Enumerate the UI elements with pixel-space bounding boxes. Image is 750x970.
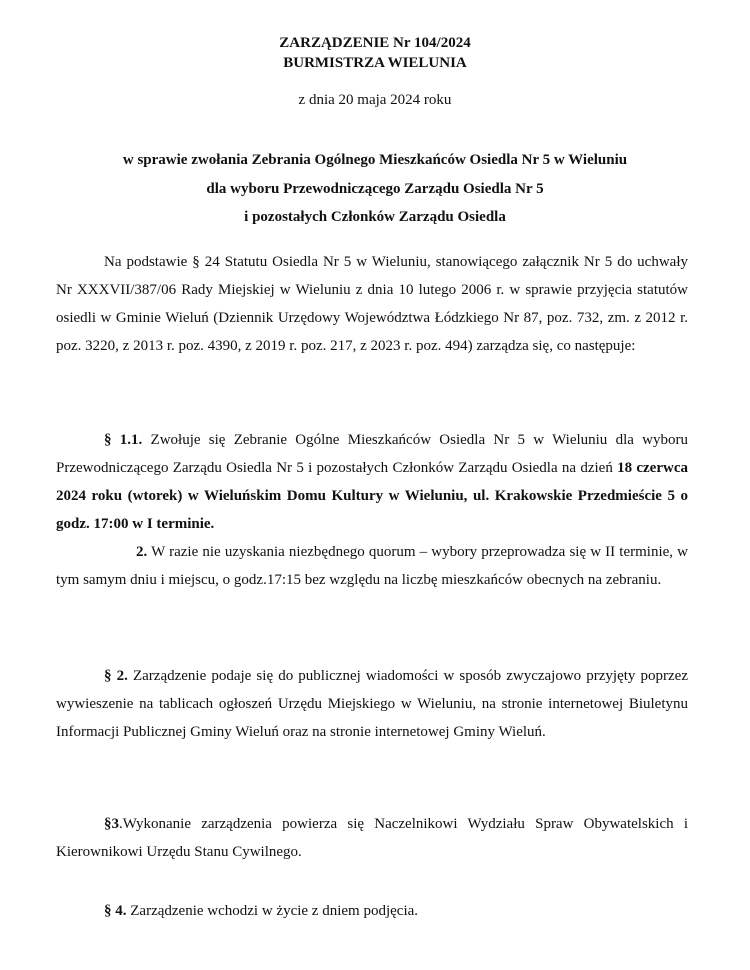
subject-line3: i pozostałych Członków Zarządu Osiedla — [244, 209, 506, 225]
section-1-paragraph-2 — [56, 538, 688, 594]
section-4-paragraph — [56, 897, 688, 925]
section-3-number: §3 — [104, 816, 119, 832]
section-2-number: § 2. — [104, 668, 128, 684]
document-title-line1: ZARZĄDZENIE Nr 104/2024 — [279, 35, 471, 51]
section-3-text: .Wykonanie zarządzenia powierza się Naczelnikowi Wydziału Spraw Obywatelskich i Kierownikowi Urzędu Stanu Cywilnego. — [56, 816, 688, 860]
section-1-bold-text: 18 czerwca 2024 roku (wtorek) w Wieluńskim Domu Kultury w Wieluniu, ul. Krakowskie Przedmieście 5 o godz. 17:00 w I terminie. — [56, 460, 688, 532]
document-date: z dnia 20 maja 2024 roku — [298, 92, 452, 108]
document-title-line2: BURMISTRZA WIELUNIA — [283, 55, 467, 71]
section-1-2-number: 2. — [136, 544, 148, 560]
section-1-text: Zwołuje się Zebranie Ogólne Mieszkańców Osiedla Nr 5 w Wieluniu dla wyboru Przewodniczącego Zarządu Osiedla Nr 5 i pozostałych Członków Zarządu Osiedla na dzień — [56, 432, 689, 476]
section-1-number: § 1.1. — [104, 432, 143, 448]
preamble-paragraph: Na podstawie § 24 Statutu Osiedla Nr 5 w Wieluniu, stanowiącego załącznik Nr 5 do uchwały Nr XXXVII/387/06 Rady Miejskiej w Wieluniu z dnia 10 lutego 2006 r. w sprawie przyjęcia statutów osiedli w Gminie Wieluń (Dziennik Urzędowy Województwa Łódzkiego Nr 87, poz. 732, zm. z 2012 r. poz. 3220, z 2013 r. poz. 4390, z 2019 r. poz. 217, z 2023 r. poz. 494) zarządza się, co następuje: — [56, 254, 688, 354]
section-1-paragraph-1 — [56, 426, 688, 538]
subject-line2: dla wyboru Przewodniczącego Zarządu Osiedla Nr 5 — [206, 181, 544, 197]
section-2-text: Zarządzenie podaje się do publicznej wiadomości w sposób zwyczajowo przyjęty poprzez wywieszenie na tablicach ogłoszeń Urzędu Miejskiego w Wieluniu, na stronie internetowej Biuletynu Informacji Publicznej Gminy Wieluń oraz na stronie internetowej Gminy Wieluń. — [56, 668, 688, 740]
section-4-number: § 4. — [104, 903, 127, 919]
section-2-paragraph — [56, 662, 688, 746]
section-3-paragraph — [56, 810, 688, 866]
section-1-2-text: W razie nie uzyskania niezbędnego quorum – wybory przeprowadza się w II terminie, w tym samym dniu i miejscu, o godz.17:15 bez względu na liczbę mieszkańców obecnych na zebraniu. — [56, 544, 688, 588]
section-4-text: Zarządzenie wchodzi w życie z dniem podjęcia. — [126, 903, 419, 919]
subject-line1: w sprawie zwołania Zebrania Ogólnego Mieszkańców Osiedla Nr 5 w Wieluniu — [122, 152, 628, 168]
